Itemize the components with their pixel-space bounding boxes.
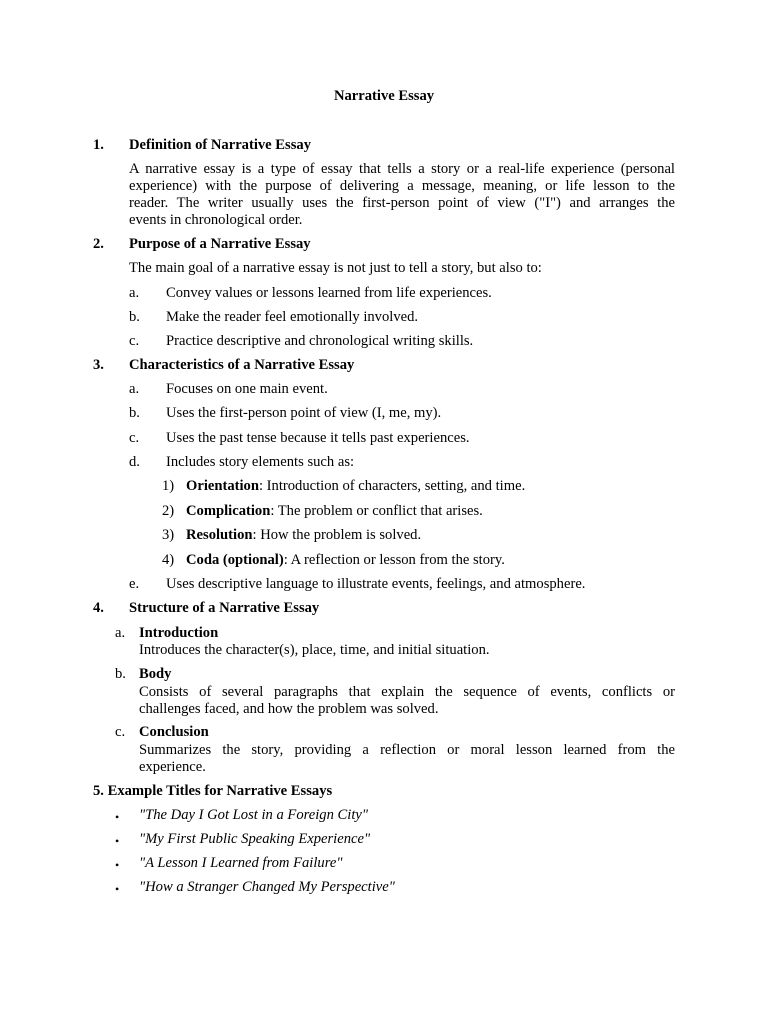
list-marker: c. — [129, 333, 140, 349]
example-title: "A Lesson I Learned from Failure" — [139, 855, 343, 871]
part-heading: Conclusion — [139, 724, 209, 740]
part-line: Consists of several paragraphs that explain the sequence of events, conflicts or — [139, 684, 675, 700]
story-element-term: Resolution — [186, 527, 253, 543]
list-item: Uses the first-person point of view (I, me, my). — [166, 405, 442, 421]
list-item: Uses descriptive language to illustrate events, feelings, and atmosphere. — [166, 576, 586, 592]
bullet-icon: • — [115, 810, 120, 824]
part-line: Summarizes the story, providing a reflection or moral lesson learned from the — [139, 742, 675, 758]
section-heading: 5. Example Titles for Narrative Essays — [93, 783, 333, 799]
story-element-text: : A reflection or lesson from the story. — [283, 552, 505, 568]
sublist-item — [186, 503, 483, 520]
section-intro: The main goal of a narrative essay is not just to tell a story, but also to: — [129, 260, 542, 276]
section-number: 1. — [93, 137, 104, 153]
example-title: "The Day I Got Lost in a Foreign City" — [139, 807, 368, 823]
example-title: "My First Public Speaking Experience" — [139, 831, 371, 847]
part-line: experience. — [139, 759, 206, 775]
part-marker: c. — [115, 724, 126, 740]
sublist-marker: 4) — [162, 552, 175, 568]
section-number: 3. — [93, 357, 104, 373]
list-marker: a. — [129, 285, 140, 301]
sublist-marker: 2) — [162, 503, 175, 519]
example-title: "How a Stranger Changed My Perspective" — [139, 879, 395, 895]
section-heading: Characteristics of a Narrative Essay — [129, 357, 355, 373]
part-heading: Introduction — [139, 625, 219, 641]
paragraph-line: events in chronological order. — [129, 212, 303, 228]
sublist-marker: 3) — [162, 527, 175, 543]
bullet-icon: • — [115, 882, 120, 896]
paragraph-line: reader. The writer usually uses the first-person point of view ("I") and arranges the — [129, 195, 675, 211]
list-marker: a. — [129, 381, 140, 397]
story-element-text: : How the problem is solved. — [252, 527, 422, 543]
story-element-text: : The problem or conflict that arises. — [270, 503, 483, 519]
part-heading: Body — [139, 666, 172, 682]
list-item: Focuses on one main event. — [166, 381, 328, 397]
part-line: Introduces the character(s), place, time, and initial situation. — [139, 642, 490, 658]
story-element-term: Orientation — [186, 478, 259, 494]
list-item: Uses the past tense because it tells past experiences. — [166, 430, 470, 446]
sublist-item — [186, 527, 421, 544]
story-element-text: : Introduction of characters, setting, and time. — [258, 478, 526, 494]
list-item: Practice descriptive and chronological writing skills. — [166, 333, 474, 349]
part-marker: a. — [115, 625, 126, 641]
page-title: Narrative Essay — [333, 88, 435, 104]
list-item: Convey values or lessons learned from life experiences. — [166, 285, 492, 301]
section-heading: Purpose of a Narrative Essay — [129, 236, 311, 252]
list-marker: b. — [129, 309, 140, 325]
list-marker: c. — [129, 430, 140, 446]
list-item: Make the reader feel emotionally involved. — [166, 309, 419, 325]
list-item: Includes story elements such as: — [166, 454, 355, 470]
section-number: 4. — [93, 600, 104, 616]
part-marker: b. — [115, 666, 126, 682]
story-element-term: Complication — [186, 503, 271, 519]
paragraph-line: experience) with the purpose of delivering a message, meaning, or life lesson to the — [129, 178, 675, 194]
sublist-item — [186, 478, 525, 495]
list-marker: e. — [129, 576, 140, 592]
story-element-term: Coda (optional) — [186, 552, 284, 568]
list-marker: d. — [129, 454, 140, 470]
sublist-marker: 1) — [162, 478, 175, 494]
paragraph-line: A narrative essay is a type of essay that tells a story or a real-life experience (personal — [129, 161, 675, 177]
bullet-icon: • — [115, 858, 120, 872]
list-marker: b. — [129, 405, 140, 421]
section-heading: Definition of Narrative Essay — [129, 137, 311, 153]
part-line: challenges faced, and how the problem was solved. — [139, 701, 439, 717]
section-heading: Structure of a Narrative Essay — [129, 600, 320, 616]
section-number: 2. — [93, 236, 104, 252]
bullet-icon: • — [115, 834, 120, 848]
sublist-item — [186, 552, 505, 569]
